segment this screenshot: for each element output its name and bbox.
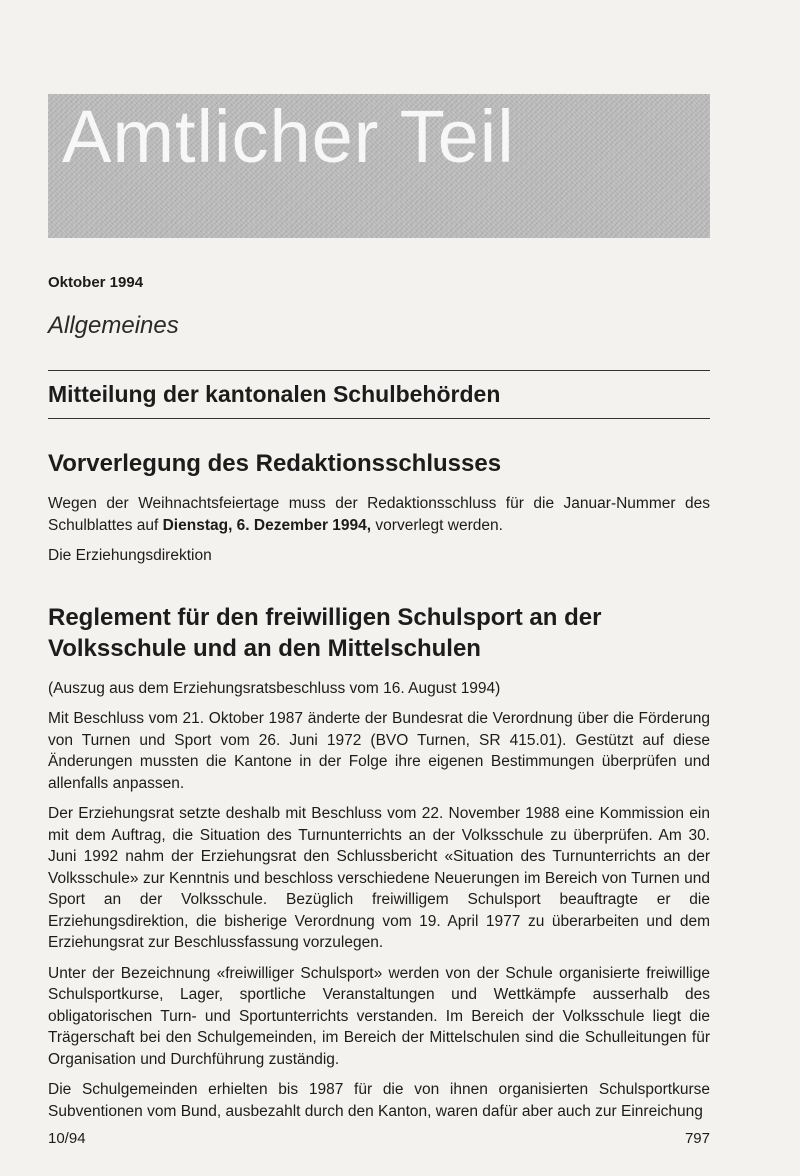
footer-page-number: 797 [684,1130,710,1147]
footer-issue: 10/94 [48,1130,86,1147]
article2-paragraph-4: Die Schulgemeinden erhielten bis 1987 für die von ihnen organisierten Schulsportkurse Subventionen vom Bund, ausbezahlt durch den Kanton, waren dafür aber auch zur Einreichung [48,1081,710,1120]
bottom-rule [48,418,710,419]
article2-paragraph-2: Der Erziehungsrat setzte deshalb mit Beschluss vom 22. November 1988 eine Kommission ein mit dem Auftrag, die Situation des Turnunterrichts an der Volksschule zu überprüfen. Am 30. Juni 1992 nahm der Erziehungsrat den Schlussbericht «Situation des Turnunterrichts an der Volksschule» zur Kenntnis und beschloss verschiedene Neuerungen im Bereich von Turnen und Sport an der Volksschule. Bezüglich freiwilligem Schulsport beauftragte er die Erziehungsdirektion, die bisherige Verordnung vom 19. April 1977 zu überarbeiten und dem Erziehungsrat zur Beschlussfassung vorzulegen. [48,805,710,951]
article-spacer [48,576,710,602]
banner-title: Amtlicher Teil [62,95,515,178]
article1-text-after: vorverlegt werden. [371,516,503,534]
section-label: Allgemeines [48,312,179,339]
notice-heading: Mitteilung der kantonalen Schulbehörden [48,381,501,407]
article2-paragraph-1: Mit Beschluss vom 21. Oktober 1987 änderte der Bundesrat die Verordnung über die Förderung von Turnen und Sport vom 26. Juni 1972 (BVO Turnen, SR 415.01). Gestützt auf diese Änderungen mussten die Kantone in der Folge ihre eigenen Bestimmungen überprüfen und allenfalls anpassen. [48,710,710,792]
article1-text-before: Wegen der Weihnachtsfeiertage muss der Redaktionsschluss für die Januar-Nummer des Schulblattes auf [48,495,710,534]
article2-subtitle: (Auszug aus dem Erziehungsratsbeschluss vom 16. August 1994) [48,679,501,697]
article1-deadline: Dienstag, 6. Dezember 1994, [162,516,372,534]
article1-signature: Die Erziehungsdirektion [48,547,212,564]
article2-paragraph-3: Unter der Bezeichnung «freiwilliger Schulsport» werden von der Schule organisierte freiwillige Schulsportkurse, Lager, sportliche Veranstaltungen und Wettkämpfe ausserhalb des obligatorischen Turn- und Sportunterrichts verstanden. Im Bereich der Volksschule liegt die Trägerschaft bei den Schulgemeinden, im Bereich der Mittelschulen sind die Schulleitungen für Organisation und Durchführung zuständig. [48,964,710,1068]
section-banner [48,94,710,238]
article1-title: Vorverlegung des Redaktionsschlusses [48,450,502,477]
article1-paragraph [48,493,710,536]
top-rule [48,370,710,371]
article-body [48,448,710,1131]
article2-title: Reglement für den freiwilligen Schulsport an der Volksschule und an den Mittelschulen [48,603,602,662]
issue-date: Oktober 1994 [48,274,144,291]
